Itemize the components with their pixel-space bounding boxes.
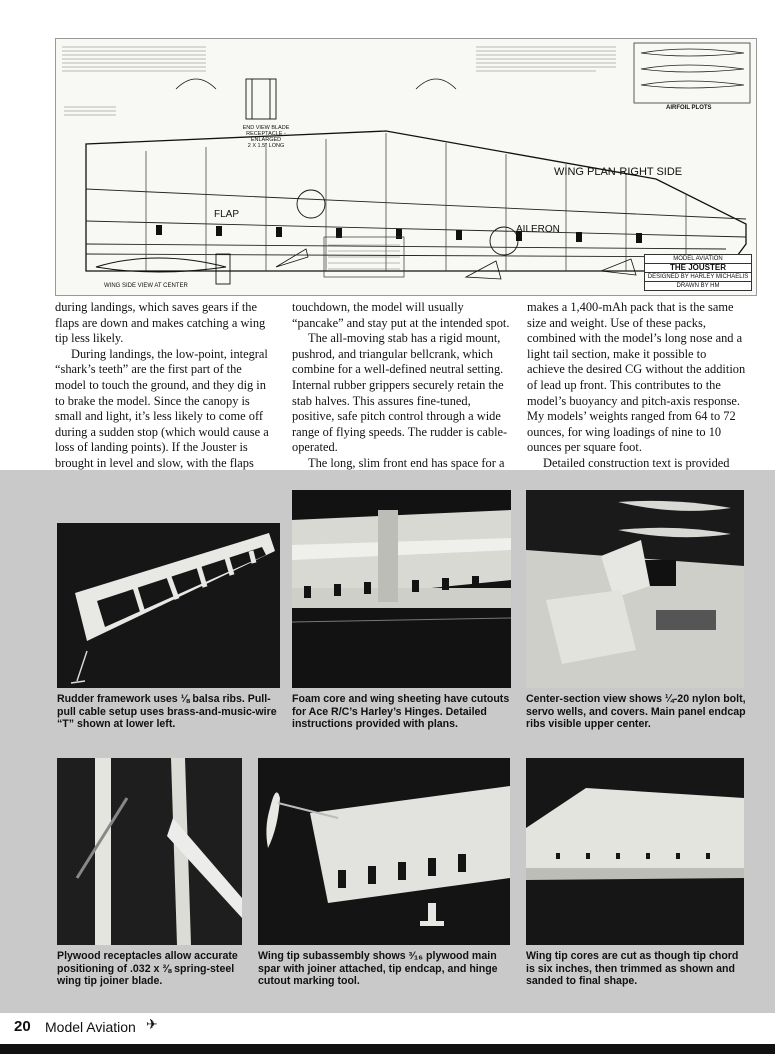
col2-para-2: The all-moving stab has a rigid mount, pushrod, and triangular bellcrank, which combine for a well-defined neutral setting. Internal rubber grippers securely retain the stab halves. This assures fine-tuned, positive, safe pitch control through a wide range of flying speeds. The rudder is cable-operated.	[292, 331, 508, 455]
caption-plywood-receptacles: Plywood receptacles allow accurate positioning of .032 x ⅜ spring-steel wing tip joiner blade.	[57, 950, 238, 988]
title-drawn: DRAWN BY HM	[676, 283, 720, 289]
caption-wing-tip-cores: Wing tip cores are cut as though tip chord is six inches, then trimmed as shown and sanded to final shape.	[526, 950, 739, 988]
caption-rudder-framework: Rudder framework uses ⅛ balsa ribs. Pull-pull cable setup uses brass-and-music-wire “T” shown at lower left.	[57, 693, 277, 731]
col1-para-1: during landings, which saves gears if the flaps are down and makes catching a wing tip less likely.	[55, 300, 266, 346]
magazine-name: Model Aviation	[45, 1019, 136, 1035]
flap-label: FLAP	[214, 209, 240, 220]
photo-plywood-receptacles	[57, 758, 242, 945]
col1-para-2: During landings, the low-point, integral “shark’s teeth” are the first part of the model to touch the ground, and they dig in to brake the model. Since the canopy is small and light, it’s less likely to come off during a sudden stop (which would cause a loss of landing points). If the Jouster is brought in level and slow, with the flaps	[55, 346, 269, 470]
photo-foam-core	[292, 490, 511, 688]
title-block	[644, 254, 752, 291]
photo-wing-tip-cores	[526, 758, 744, 945]
plywood-receptacles-image	[57, 758, 242, 945]
caption-wing-tip-subassembly: Wing tip subassembly shows ³⁄₁₆ plywood main spar with joiner attached, tip endcap, and hinge cutout marking tool.	[258, 950, 498, 988]
end-view-title: END VIEW BLADE RECEPTACLE - ENLARGED	[242, 125, 290, 143]
wing-tip-subassembly-image	[258, 758, 510, 945]
wing-plan-label: WING PLAN-RIGHT SIDE	[554, 166, 683, 178]
col3-para-2: Detailed construction text is provided	[543, 455, 730, 470]
wing-tip-cores-image	[526, 758, 744, 945]
airfoil-label: AIRFOIL PLOTS	[666, 105, 712, 111]
photo-rudder-framework	[57, 523, 280, 688]
col3-para-1: makes a 1,400-mAh pack that is the same size and weight. Use of these packs, combined with the model’s long nose and a light tail section, make it possible to achieve the desired CG without the addition of lead up front. This contributes to the model’s buoyancy and pitch-axis response. My models’ weights ranged from 64 to 72 ounces, for wing loadings of nine to 10 ounces per square foot.	[527, 300, 746, 455]
end-view-size: 2 X 1.5" LONG	[247, 143, 285, 149]
wing-plan-drawing	[55, 38, 757, 296]
page-number: 20	[14, 1018, 31, 1035]
bottom-bar	[0, 1044, 775, 1054]
photo-section	[0, 470, 775, 1030]
article-column-3	[527, 300, 747, 487]
photo-center-section	[526, 490, 744, 688]
end-view-label	[231, 125, 301, 149]
caption-foam-core: Foam core and wing sheeting have cutouts for Ace R/C’s Harley’s Hinges. Detailed instructions provided with plans.	[292, 693, 510, 731]
title-publisher: MODEL AVIATION	[645, 255, 751, 264]
side-view-label: WING SIDE VIEW AT CENTER	[104, 283, 188, 289]
airplane-icon: ✈	[146, 1017, 158, 1033]
aileron-label: AILERON	[516, 224, 560, 235]
article-column-1	[55, 300, 275, 487]
title-designer: DESIGNED BY HARLEY MICHAELIS	[645, 273, 751, 282]
caption-center-section: Center-section view shows ¼-20 nylon bolt, servo wells, and covers. Main panel endcap ribs visible upper center.	[526, 693, 746, 731]
article-column-2	[292, 300, 510, 487]
center-section-image	[526, 490, 744, 688]
col2-para-1: touchdown, the model will usually “pancake” and stay put at the intended spot.	[292, 300, 510, 330]
rudder-framework-image	[57, 523, 280, 688]
photo-wing-tip-subassembly	[258, 758, 510, 945]
foam-core-image	[292, 490, 511, 688]
title-name: THE JOUSTER	[645, 264, 751, 273]
col2-para-3: The long, slim front end has space for a	[308, 455, 505, 470]
